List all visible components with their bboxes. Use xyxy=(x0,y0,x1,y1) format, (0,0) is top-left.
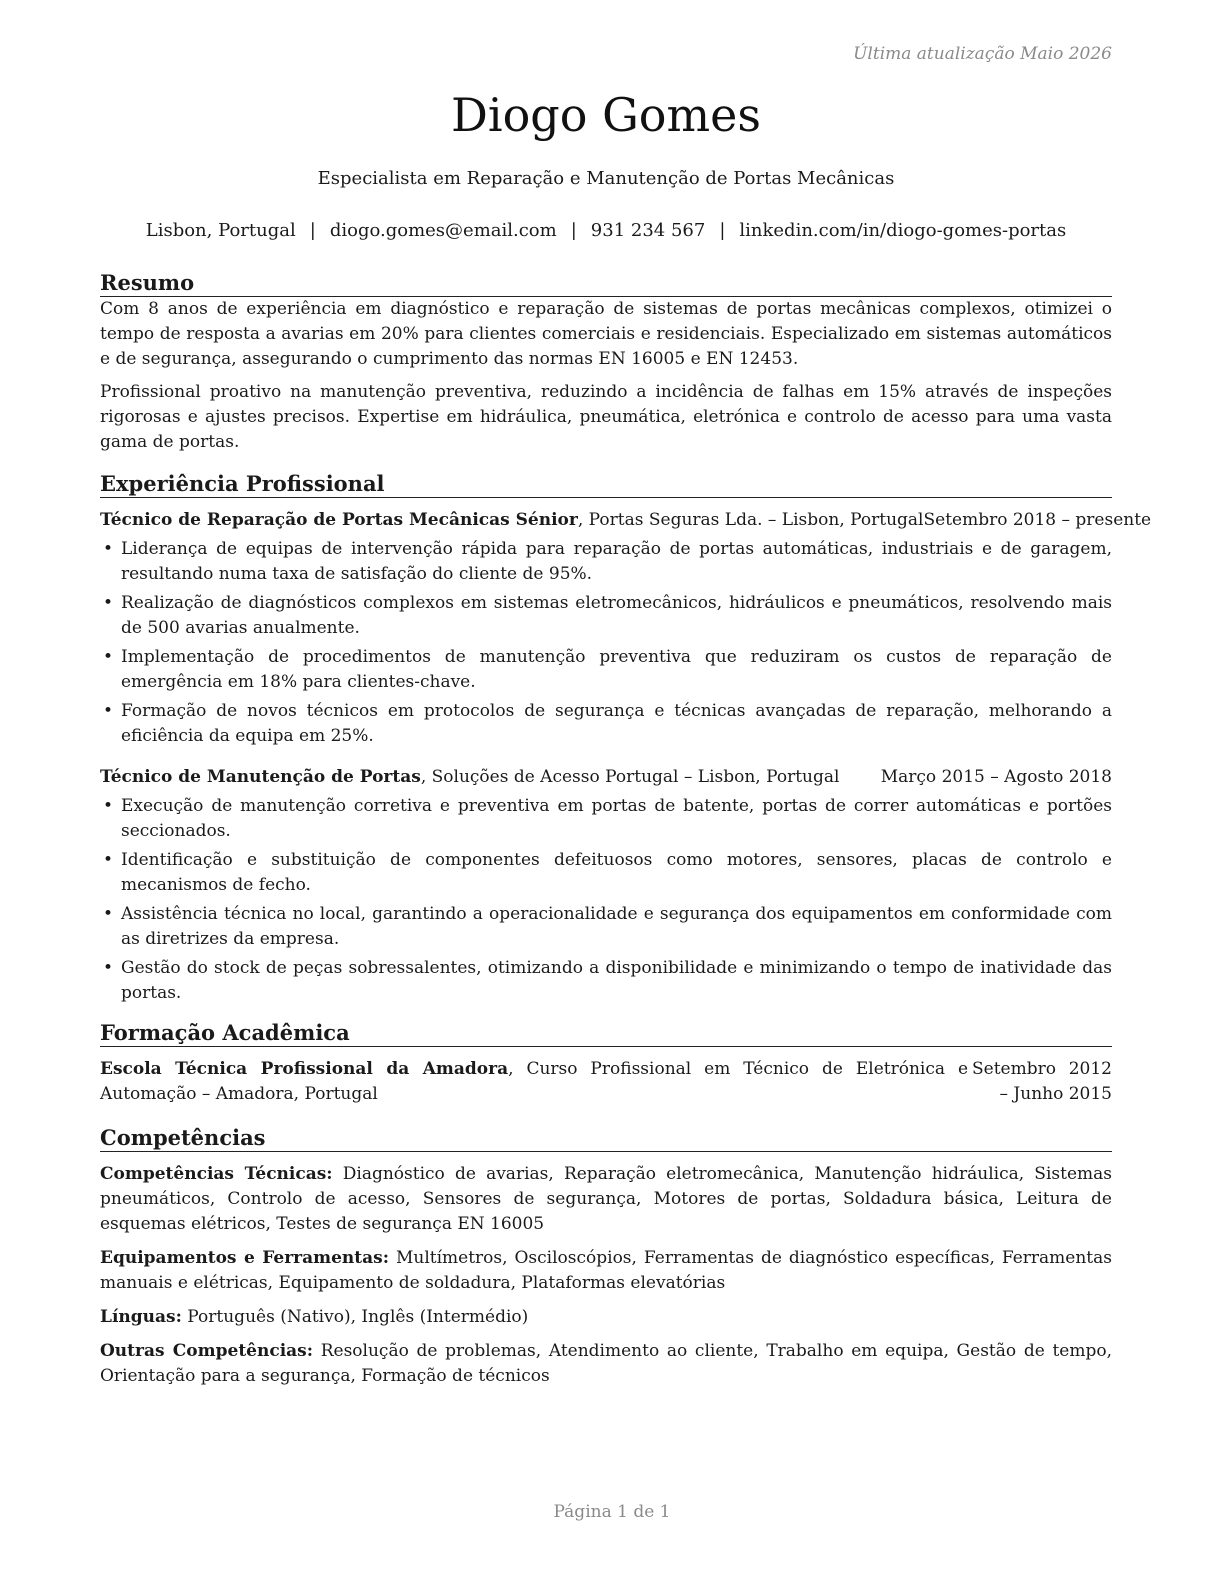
bullet-text: Implementação de procedimentos de manutenção preventiva que reduziram os custos de reparação de emergência em 18% para clientes-chave. xyxy=(121,647,1112,692)
resume-content xyxy=(100,270,1152,1389)
job-role: Técnico de Manutenção de Portas xyxy=(100,767,421,787)
contact-phone[interactable]: 931 234 567 xyxy=(590,220,706,241)
section-title-skills: Competências xyxy=(100,1125,1112,1152)
bullet-text: Execução de manutenção corretiva e preventiva em portas de batente, portas de correr automáticas e portões seccionados. xyxy=(121,796,1112,841)
bullet-icon: • xyxy=(103,593,114,613)
skill-text: Resolução de problemas, Atendimento ao cliente, Trabalho em equipa, Gestão de tempo, Orientação para a segurança, Formação de técnicos xyxy=(100,1341,1112,1386)
job-dates: Março 2015 – Agosto 2018 xyxy=(880,767,1112,787)
skill-text: Diagnóstico de avarias, Reparação eletromecânica, Manutenção hidráulica, Sistemas pneumáticos, Controlo de acesso, Sensores de segurança, Motores de portas, Soldadura básica, Leitura de esquemas elétricos, Testes de segurança EN 16005 xyxy=(100,1164,1112,1234)
list-item xyxy=(100,591,1112,641)
bullet-icon: • xyxy=(103,701,114,721)
skill-group xyxy=(100,1162,1112,1237)
job-company: , Soluções de Acesso Portugal – Lisbon, Portugal xyxy=(420,767,840,787)
list-item xyxy=(100,902,1112,952)
education-entry xyxy=(100,1057,1112,1107)
bullet-text: Gestão do stock de peças sobressalentes, otimizando a disponibilidade e minimizando o tempo de inatividade das portas. xyxy=(121,958,1112,1003)
list-item xyxy=(100,848,1112,898)
job-header xyxy=(100,508,1152,533)
bullet-icon: • xyxy=(103,850,114,870)
headline: Especialista em Reparação e Manutenção de Portas Mecânicas xyxy=(317,168,895,189)
resume-page xyxy=(100,0,1152,1584)
contact-separator: | xyxy=(570,220,577,241)
contact-line xyxy=(100,220,1112,241)
bullet-icon: • xyxy=(103,539,114,559)
section-title-experience: Experiência Profissional xyxy=(100,471,1112,498)
skill-text: Português (Nativo), Inglês (Intermédio) xyxy=(181,1307,529,1327)
section-title-summary: Resumo xyxy=(100,270,1112,297)
bullet-text: Assistência técnica no local, garantindo a operacionalidade e segurança dos equipamentos em conformidade com as diretrizes da empresa. xyxy=(121,904,1112,949)
skills-section xyxy=(100,1125,1112,1389)
bullet-text: Liderança de equipas de intervenção rápida para reparação de portas automáticas, industriais e de garagem, resultando numa taxa de satisfação do cliente de 95%. xyxy=(121,539,1112,584)
education-details: , Curso Profissional em Técnico de Eletrónica e Automação – Amadora, Portugal xyxy=(100,1059,969,1104)
contact-separator: | xyxy=(719,220,726,241)
summary-section xyxy=(100,270,1112,455)
list-item xyxy=(100,956,1112,1006)
page-number: Página 1 de 1 xyxy=(553,1502,671,1522)
skill-group xyxy=(100,1305,1112,1330)
bullet-text: Formação de novos técnicos em protocolos de segurança e técnicas avançadas de reparação, melhorando a eficiência da equipa em 25%. xyxy=(121,701,1112,746)
education-section xyxy=(100,1020,1112,1107)
skill-group xyxy=(100,1246,1112,1296)
list-item xyxy=(100,645,1112,695)
job-bullets xyxy=(100,794,1112,1006)
bullet-icon: • xyxy=(103,796,114,816)
contact-linkedin[interactable]: linkedin.com/in/diogo-gomes-portas xyxy=(739,220,1067,241)
candidate-name: Diogo Gomes xyxy=(451,88,761,142)
list-item xyxy=(100,537,1112,587)
bullet-text: Identificação e substituição de componentes defeituosos como motores, sensores, placas de controlo e mecanismos de fecho. xyxy=(121,850,1112,895)
skill-label: Equipamentos e Ferramentas: xyxy=(100,1248,390,1268)
contact-location: Lisbon, Portugal xyxy=(145,220,296,241)
skill-text: Multímetros, Osciloscópios, Ferramentas de diagnóstico específicas, Ferramentas manuais e elétricas, Equipamento de soldadura, Plataformas elevatórias xyxy=(100,1248,1113,1293)
bullet-icon: • xyxy=(103,647,114,667)
education-dates: Setembro 2012 – Junho 2015 xyxy=(972,1059,1112,1104)
summary-paragraph: Profissional proativo na manutenção preventiva, reduzindo a incidência de falhas em 15% através de inspeções rigorosas e ajustes precisos. Expertise em hidráulica, pneumática, eletrónica e controlo de acesso para uma vasta gama de portas. xyxy=(100,382,1112,452)
job-entry xyxy=(100,508,1152,749)
job-header xyxy=(100,765,1112,790)
contact-separator: | xyxy=(309,220,316,241)
skill-group xyxy=(100,1339,1112,1389)
contact-email[interactable]: diogo.gomes@email.com xyxy=(329,220,557,241)
skill-label: Competências Técnicas: xyxy=(100,1164,333,1184)
section-title-education: Formação Acadêmica xyxy=(100,1020,1112,1047)
list-item xyxy=(100,794,1112,844)
skill-label: Línguas: xyxy=(100,1307,182,1327)
skill-label: Outras Competências: xyxy=(100,1341,314,1361)
last-updated: Última atualização Maio 2026 xyxy=(853,44,1112,64)
list-item xyxy=(100,699,1112,749)
bullet-icon: • xyxy=(103,958,114,978)
experience-section xyxy=(100,471,1152,1006)
job-company: , Portas Seguras Lda. – Lisbon, Portugal xyxy=(577,510,924,530)
job-role: Técnico de Reparação de Portas Mecânicas Sénior xyxy=(100,510,578,530)
job-entry xyxy=(100,765,1112,1006)
job-bullets xyxy=(100,537,1112,749)
bullet-text: Realização de diagnósticos complexos em sistemas eletromecânicos, hidráulicos e pneumáticos, resolvendo mais de 500 avarias anualmente. xyxy=(121,593,1112,638)
job-dates: Setembro 2018 – presente xyxy=(923,510,1152,530)
summary-paragraph: Com 8 anos de experiência em diagnóstico e reparação de sistemas de portas mecânicas complexos, otimizei o tempo de resposta a avarias em 20% para clientes comerciais e residenciais. Especializado em sistemas automáticos e de segurança, assegurando o cumprimento das normas EN 16005 e EN 12453. xyxy=(100,299,1112,369)
bullet-icon: • xyxy=(103,904,114,924)
education-school: Escola Técnica Profissional da Amadora xyxy=(100,1059,509,1079)
